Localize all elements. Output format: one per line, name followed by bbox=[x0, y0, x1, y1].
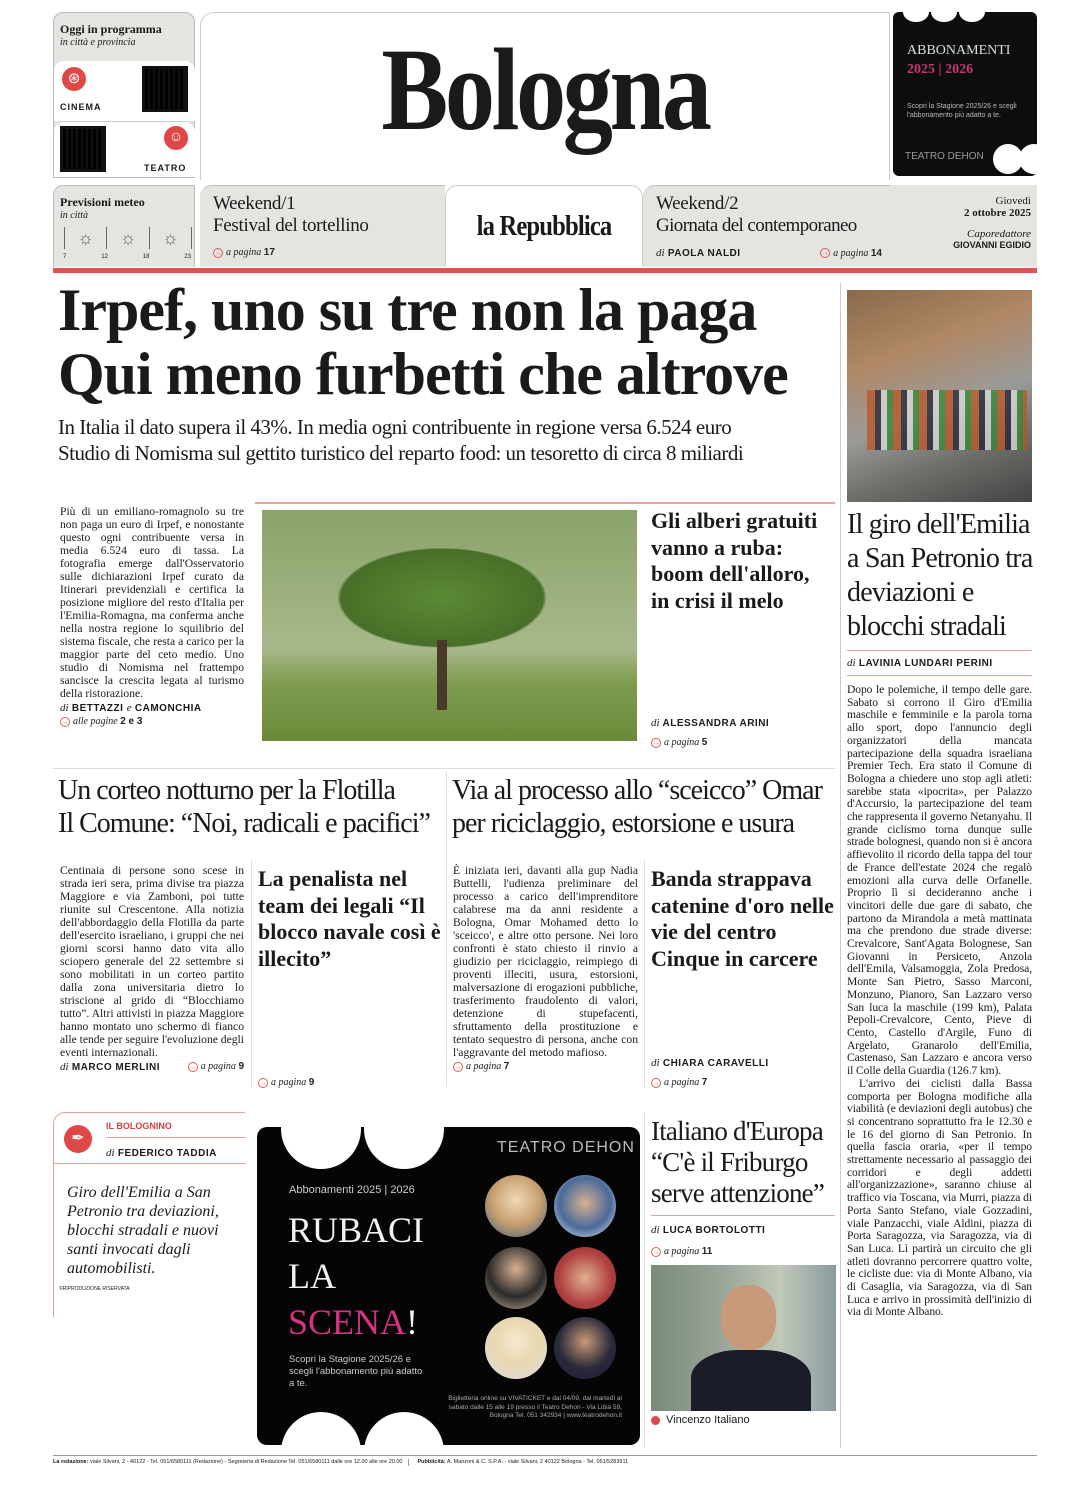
cinema-label: CINEMA bbox=[60, 102, 102, 112]
corteo-body: Centinaia di persone sono scese in strada ieri sera, prima divise tra piazza Maggiore e via Zamboni, poi tutte riunite sul Crescentone. Alla notizia dell'abbordaggio della Flotilla da parte dell'esercito israeliano, i gruppi che nei giorni scorsi hanno dato vita allo sciopero generale del 22 settembre si sono mobilitati in un corteo partito dalla zona universitaria dietro lo striscione al grido di “Blocchiamo tutto”. Altri attivisti in piazza Maggiore hanno montato uno schermo di fianco alle tende per seguire l'evoluzione degli eventi internazionali. bbox=[60, 864, 244, 1059]
banda-byline: di CHIARA CARAVELLI bbox=[651, 1057, 769, 1069]
sun-icon: ☼ bbox=[77, 227, 94, 248]
top-ad[interactable] bbox=[893, 12, 1037, 176]
weekend1-subtitle: Festival del tortellino bbox=[213, 215, 369, 236]
ad-text: Scopri la Stagione 2025/26 e scegli l'abbonamento più adatto a te. bbox=[289, 1354, 423, 1389]
ad-subtitle: Abbonamenti 2025 | 2026 bbox=[289, 1184, 415, 1196]
actor-photo bbox=[485, 1317, 547, 1379]
footer-pubblicita: Pubblicità: A. Manzoni & C. S.P.A. - viale Silvani, 2 40122 Bologna - Tel. 051/5283911 bbox=[417, 1459, 629, 1465]
teatro-label: TEATRO bbox=[144, 163, 187, 173]
date-box bbox=[890, 185, 1037, 267]
repubblica-logo: la Repubblica bbox=[476, 210, 612, 242]
meteo-box bbox=[53, 185, 195, 267]
alberi-headline[interactable]: Gli alberi gratuiti vanno a ruba: boom dell'alloro, in crisi il melo bbox=[651, 508, 818, 613]
teatro-qr-code[interactable] bbox=[60, 126, 106, 172]
alberi-byline: di ALESSANDRA ARINI bbox=[651, 717, 770, 729]
ad-line-2: LA bbox=[288, 1256, 336, 1296]
programma-box bbox=[53, 12, 195, 178]
sceicco-headline-2[interactable]: per riciclaggio, estorsione e usura bbox=[452, 808, 795, 839]
meteo-hour: 23 bbox=[184, 254, 191, 260]
cinema-section[interactable] bbox=[54, 61, 195, 121]
corteo-byline: di MARCO MERLINI bbox=[60, 1061, 161, 1073]
bolognino-byline: di FEDERICO TADDIA bbox=[106, 1147, 217, 1159]
teatro-section[interactable] bbox=[54, 121, 195, 177]
lead-ref[interactable]: → alle pagine 2 e 3 bbox=[61, 716, 143, 727]
teatro-dehon-ad[interactable] bbox=[257, 1127, 640, 1445]
lead-sub-2: Studio di Nomisma sul gettito turistico del reparto food: un tesoretto di circa 8 miliardi bbox=[58, 441, 744, 465]
weekend2-subtitle: Giornata del contemporaneo bbox=[656, 215, 857, 236]
footer-redazione: La redazione: viale Silvani, 2 - 40122 - Tel. 051/6580111 (Redazione) - Segreteria di Redazione Tel. 051/6580111 dalle ore 12.00 alle ore 20.00 bbox=[53, 1459, 409, 1466]
sceicco-headline-1[interactable]: Via al processo allo “sceicco” Omar bbox=[452, 775, 822, 806]
lead-body: Più di un emiliano-romagnolo su tre non paga un euro di Irpef, e nonostante questo ogni contribuente versa in media 6.524 euro di tassa. La fotografia emerge dall'Osservatorio sulle dichiarazioni Irpef curato da Itinerari previdenziali e certifica la posizione migliore del resto d'Italia per l'Emilia-Romagna, ma conferma anche nella nostra regione lo squilibrio del sistema fiscale, che resta a carico per la maggior parte del ceto medio. Uno studio di Nomisma nel frattempo sancisce la crescita legata al turismo della ristorazione. bbox=[60, 505, 244, 700]
copyright: ©RIPRODUZIONE RISERVATA bbox=[59, 1286, 130, 1292]
meteo-hour: 12 bbox=[101, 254, 108, 260]
italiano-headline[interactable]: Italiano d'Europa “C'è il Friburgo serve attenzione” bbox=[651, 1116, 825, 1208]
apple-tree-photo[interactable] bbox=[262, 510, 637, 741]
cinema-qr-code[interactable] bbox=[142, 66, 188, 112]
programma-title: Oggi in programma bbox=[60, 22, 162, 36]
masthead bbox=[200, 12, 890, 180]
actor-photo bbox=[554, 1247, 616, 1309]
bolognino-box bbox=[53, 1112, 245, 1317]
giro-body-1: Dopo le polemiche, il tempo delle gare. Sabato si corrono il Giro d'Emilia maschile e femminile e la parola torna allo sport, dopo l'annuncio degli organizzatori della mancata partecipazione della squadra israeliana Premier Tech. Era stato il Comune di Bologna a chiedere uno stop agli atleti: sarebbe stata «ipocrita», per Palazzo d'Accursio, la partecipazione del team che rappresenta il governo Netanyahu. Il grande ciclismo torna dunque sulle strade bolognesi, quando non si è ancora affievolito il ricordo della tappa del tour de France dell'estate 2024 che regalò emozioni alla curva delle Orfanelle. Proprio lì si decideranno anche i vincitori delle due gare di sabato, che partono da Mirandola a metà mattinata ma che prendono due strade diverse: Crevalcore, Sant'Agata Bolognese, San Giovanni in Persiceto, Anzola dell'Emila, Valsamoggia, Zola Predosa, Monte San Pietro, Sasso Marconi, Monzuno, Pianoro, San Lazzaro verso San luca la maschile (199 km), Palata Pepoli-Crevalcore, Cento, Pieve di Cento, Castello d'Argile, Funo di Argelato, Granarolo dell'Emilia, Castenaso, San Lazzaro e ancora verso il Colle della Guardia (126.7 km). bbox=[847, 683, 1032, 1078]
giro-byline: di LAVINIA LUNDARI PERINI bbox=[847, 657, 993, 669]
weekend2-ref[interactable]: → a pagina 14 bbox=[821, 247, 882, 259]
arrow-right-icon: → bbox=[61, 717, 69, 726]
meteo-subtitle: in città bbox=[60, 210, 89, 221]
sun-icon: ☼ bbox=[162, 227, 179, 248]
banda-headline[interactable]: Banda strappava catenine d'oro nelle vie del centro Cinque in carcere bbox=[651, 866, 834, 971]
caption-bullet-icon bbox=[651, 1416, 660, 1425]
meteo-title: Previsioni meteo bbox=[60, 195, 145, 209]
banda-ref[interactable]: → a pagina 7 bbox=[652, 1077, 708, 1088]
sun-icon: ☼ bbox=[119, 227, 137, 248]
meteo-hour: 7 bbox=[63, 254, 67, 260]
repubblica-logo-box bbox=[445, 185, 643, 267]
bolognino-label: IL BOLOGNINO bbox=[106, 1121, 172, 1131]
masthead-title: Bologna bbox=[381, 24, 709, 155]
weekend2-title: Weekend/2 bbox=[656, 193, 739, 214]
weekend2-byline: di PAOLA NALDI bbox=[656, 247, 741, 259]
italiano-photo[interactable] bbox=[651, 1265, 836, 1411]
film-reel-icon: ⊛ bbox=[62, 67, 86, 91]
arrow-right-icon: → bbox=[652, 738, 660, 747]
giro-headline[interactable]: Il giro dell'Emilia a San Petronio tra deviazioni e blocchi stradali bbox=[847, 509, 1033, 642]
meteo-hour: 18 bbox=[142, 254, 150, 260]
ad-line-1: RUBACI bbox=[288, 1210, 425, 1250]
lead-byline: di BETTAZZI e CAMONCHIA bbox=[60, 702, 202, 714]
ad-title: ABBONAMENTI bbox=[907, 43, 1011, 58]
italiano-ref[interactable]: → a pagina 11 bbox=[652, 1246, 713, 1257]
weekend2-box[interactable] bbox=[643, 185, 890, 267]
arrow-right-icon: → bbox=[259, 1078, 267, 1087]
corteo-headline-1[interactable]: Un corteo notturno per la Flotilla bbox=[58, 775, 395, 806]
pen-nib-icon: ✒ bbox=[64, 1125, 92, 1153]
arrow-right-icon: → bbox=[189, 1062, 197, 1071]
ad-line-3: SCENA! bbox=[288, 1302, 419, 1342]
photo-caption: Vincenzo Italiano bbox=[651, 1414, 839, 1426]
corteo-ref[interactable]: → a pagina 9 bbox=[189, 1061, 244, 1072]
penalista-headline[interactable]: La penalista nel team dei legali “Il blocco navale così è illecito” bbox=[258, 866, 441, 971]
arrow-right-icon: → bbox=[652, 1078, 660, 1087]
ad-text: Scopri la Stagione 2025/26 e scegli l'abbonamento più adatto a te. bbox=[907, 103, 1017, 119]
sceicco-ref[interactable]: → a pagina 7 bbox=[454, 1061, 510, 1072]
column-divider bbox=[840, 283, 841, 1448]
lead-headline-2[interactable]: Qui meno furbetti che altrove bbox=[58, 341, 788, 407]
penalista-ref[interactable]: → a pagina 9 bbox=[259, 1077, 315, 1088]
editor-name: GIOVANNI EGIDIO bbox=[953, 240, 1031, 250]
lead-headline-1[interactable]: Irpef, uno su tre non la paga bbox=[58, 277, 757, 343]
corteo-headline-2[interactable]: Il Comune: “Noi, radicali e pacifici” bbox=[58, 808, 430, 839]
giro-body-2: L'arrivo dei ciclisti dalla Bassa comporta per Bologna modifiche alla viabilità (e deviazioni degli autobus) che si concentrano soprattutto fra le 12.30 e le 16 del giorno di San Petronio. In quella fascia oraria, «per il tempo strettamente necessario al passaggio dei corridori e degli addetti all'organizzazione», saranno chiuse al traffico via Toscana, via Murri, piazza di Porta Santo Stefano, viale Gozzadini, viale Panzacchi, viale Aldini, piazza di Porta Saragozza, via Saragozza, via di San Luca. Lì partirà un circuito che gli atleti dovranno percorrere quattro volte, le cicliste due: via di Monte Albano, via di Casaglia, via Saragozza, via di San Luca e arrivo in prossimità dell'inizio di via di Monte Albano. bbox=[847, 1076, 1032, 1319]
ad-info: Biglietteria online su VIVATICKET e dal 04/09, dal martedì al sabato dalle 15 alle 19 presso il Teatro Dehon - Via Libia 59, Bologna Tel. 051 342934 | www.teatrodehon.it bbox=[448, 1395, 622, 1419]
arrow-right-icon: → bbox=[821, 249, 829, 258]
theatre-mask-icon: ☺ bbox=[164, 126, 188, 150]
arrow-right-icon: → bbox=[652, 1247, 660, 1256]
sceicco-body: È iniziata ieri, davanti alla gup Nadia Buttelli, l'udienza preliminare del processo a carico dell'imprenditore calabrese ma da anni residente a Bologna, Omar Mohamed detto lo 'sceicco', e altre otto persone. Nei loro confronti è stato chiesto il rinvio a giudizio per riciclaggio, reimpiego di proventi illeciti, usura, estorsioni, malversazione di erogazioni pubbliche, trasferimento fraudolento di valori, detenzione di stupefacenti, sfruttamento della prostituzione e tentato sequestro di persona, anche con l'aggravante del metodo mafioso. bbox=[453, 864, 638, 1059]
actor-photo bbox=[485, 1247, 547, 1309]
weekend1-ref[interactable]: → a pagina 17 bbox=[214, 247, 275, 258]
weekend1-title: Weekend/1 bbox=[213, 193, 296, 214]
programma-subtitle: in città e provincia bbox=[60, 37, 136, 48]
date: 2 ottobre 2025 bbox=[963, 207, 1031, 219]
red-divider bbox=[53, 268, 1037, 273]
alberi-ref[interactable]: → a pagina 5 bbox=[652, 737, 708, 748]
italiano-byline: di LUCA BORTOLOTTI bbox=[651, 1224, 766, 1236]
ad-sponsor: TEATRO DEHON bbox=[497, 1139, 635, 1156]
cycling-photo[interactable] bbox=[847, 290, 1032, 502]
bolognino-text: Giro dell'Emilia a San Petronio tra deviazioni, blocchi stradali e nuovi santi invocati dagli automobilisti. bbox=[67, 1184, 219, 1277]
arrow-right-icon: → bbox=[214, 248, 222, 257]
weekend1-box[interactable] bbox=[200, 185, 445, 267]
ad-years: 2025 | 2026 bbox=[907, 62, 974, 77]
actor-photo bbox=[554, 1317, 616, 1379]
section-rule bbox=[255, 502, 835, 504]
editor-role: Caporedattore bbox=[967, 228, 1031, 240]
actor-photo bbox=[485, 1175, 547, 1237]
arrow-right-icon: → bbox=[454, 1062, 462, 1071]
ad-sponsor: TEATRO DEHON bbox=[905, 151, 984, 162]
actor-photo bbox=[554, 1175, 616, 1237]
weekday: Giovedì bbox=[995, 195, 1031, 207]
lead-sub-1: In Italia il dato supera il 43%. In media ogni contribuente in regione versa 6.524 euro bbox=[58, 415, 732, 439]
